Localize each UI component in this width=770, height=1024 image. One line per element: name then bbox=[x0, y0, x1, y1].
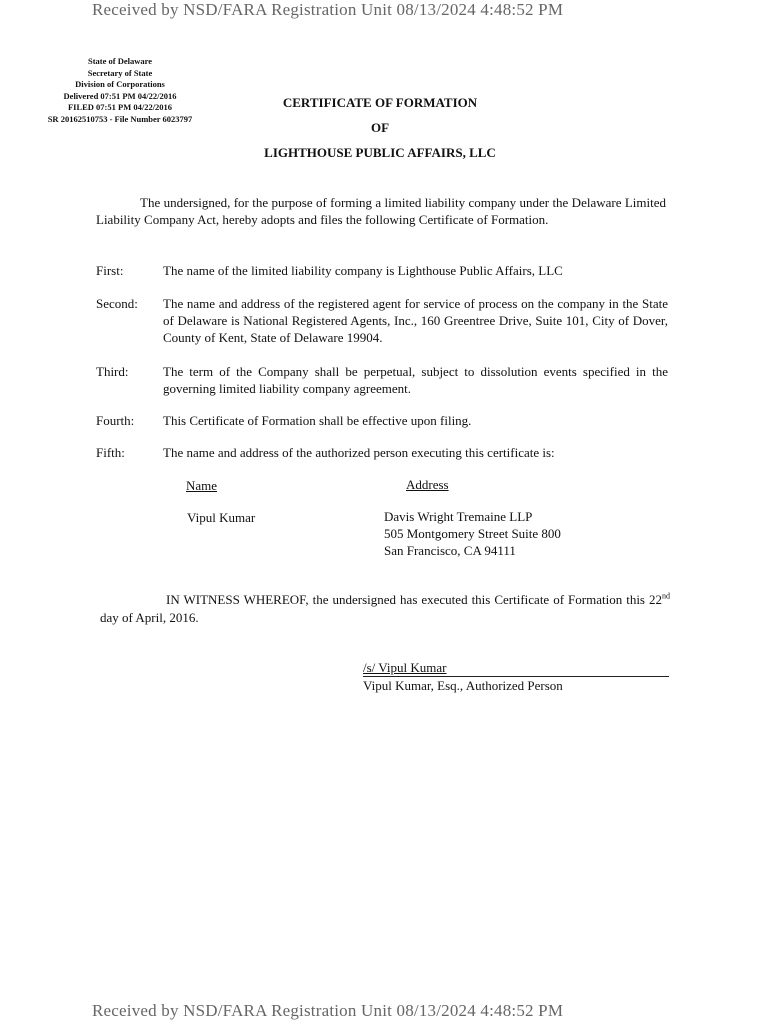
document-title-of: OF bbox=[370, 120, 390, 135]
address-column-header: Address bbox=[406, 477, 449, 492]
stamp-line-state: State of Delaware bbox=[87, 56, 153, 66]
authorized-person-address bbox=[384, 508, 561, 559]
address-line-city: San Francisco, CA 94111 bbox=[384, 543, 516, 558]
article-text: The name and address of the registered agent for service of process on the company in the State of Delaware is National Registered Agents, Inc., 160 Greentree Drive, Suite 101, City of Dover, County of Kent, State of Delaware 19904. bbox=[163, 296, 668, 345]
article-first bbox=[96, 262, 668, 279]
signature-caption: Vipul Kumar, Esq., Authorized Person bbox=[363, 678, 563, 693]
article-second bbox=[96, 295, 668, 346]
article-third bbox=[96, 363, 668, 397]
article-text: The name of the limited liability company is Lighthouse Public Affairs, LLC bbox=[163, 263, 563, 278]
header-stamp-text: Received by NSD/FARA Registration Unit 08/13/2024 4:48:52 PM bbox=[92, 0, 564, 19]
stamp-line-secretary: Secretary of State bbox=[87, 67, 153, 78]
witness-day-suffix: nd bbox=[662, 591, 670, 601]
stamp-line-delivered: Delivered 07:51 PM 04/22/2016 bbox=[63, 90, 177, 101]
name-column-header: Name bbox=[186, 478, 218, 493]
authorized-person-name: Vipul Kumar bbox=[187, 510, 256, 525]
intro-paragraph: The undersigned, for the purpose of forming a limited liability company under the Delaware Limited Liability Company Act, hereby adopts and files the following Certificate of Formation. bbox=[96, 195, 666, 227]
article-text: The name and address of the authorized person executing this certificate is: bbox=[163, 445, 555, 460]
delaware-filing-stamp bbox=[30, 56, 210, 125]
article-fourth bbox=[96, 412, 668, 429]
article-text: The term of the Company shall be perpetual, subject to dissolution events specified in the governing limited liability company agreement. bbox=[163, 364, 668, 396]
document-title: CERTIFICATE OF FORMATION bbox=[282, 95, 478, 110]
article-label: Fourth: bbox=[96, 413, 135, 428]
article-label: Third: bbox=[96, 364, 129, 379]
witness-paragraph bbox=[100, 591, 670, 627]
footer-stamp-text: Received by NSD/FARA Registration Unit 08/13/2024 4:48:52 PM bbox=[92, 1001, 564, 1020]
signature-text: /s/ Vipul Kumar bbox=[363, 660, 447, 675]
article-fifth bbox=[96, 444, 668, 461]
stamp-line-filed: FILED 07:51 PM 04/22/2016 bbox=[67, 102, 173, 112]
article-label: Fifth: bbox=[96, 445, 125, 460]
article-label: First: bbox=[96, 263, 124, 278]
witness-text-end: day of April, 2016. bbox=[100, 610, 199, 625]
witness-text: IN WITNESS WHEREOF, the undersigned has executed this Certificate of Formation this 22 bbox=[166, 592, 662, 607]
address-line-street: 505 Montgomery Street Suite 800 bbox=[384, 526, 561, 541]
stamp-line-division: Division of Corporations bbox=[75, 79, 165, 89]
address-line-firm: Davis Wright Tremaine LLP bbox=[384, 509, 533, 524]
article-text: This Certificate of Formation shall be effective upon filing. bbox=[163, 413, 472, 428]
stamp-line-file-number: SR 20162510753 - File Number 6023797 bbox=[47, 113, 193, 124]
article-label: Second: bbox=[96, 296, 138, 311]
company-name-title: LIGHTHOUSE PUBLIC AFFAIRS, LLC bbox=[264, 145, 496, 160]
signature-line bbox=[363, 660, 669, 677]
